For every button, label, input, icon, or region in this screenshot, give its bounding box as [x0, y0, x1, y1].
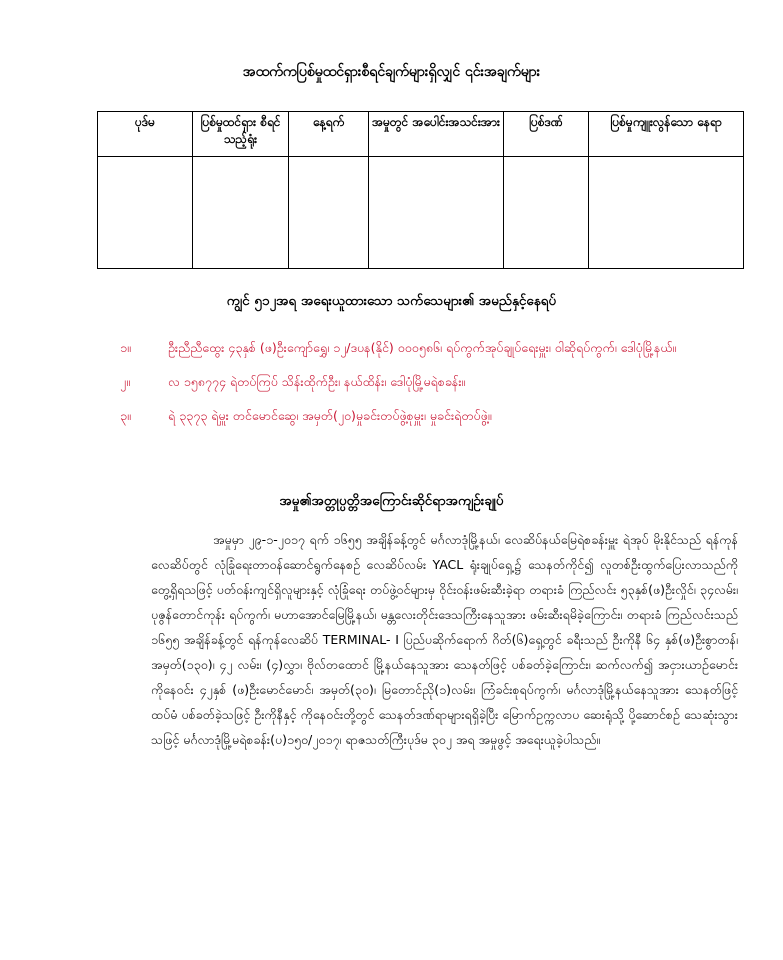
list-item-text: လ ၁၅၈၇၇၄ ရဲတပ်ကြပ် သိန်းထိုက်ဦး၊ နယ်ထိန်း၊ ဒေါပုံမြို့မရဲစခန်း။ [168, 374, 466, 389]
list-item [120, 336, 750, 359]
header-section: ပုဒ်မ [98, 112, 193, 157]
witness-list [120, 336, 750, 438]
criminal-record-table [97, 111, 744, 269]
header-date: နေ့ရက် [289, 112, 369, 157]
header-accomplice: အမှုတွင် အပေါင်းအသင်းအား [369, 112, 504, 157]
header-crime-location: ပြစ်မှုကျူးလွန်သော နေရာ [589, 112, 744, 157]
witnesses-section-title: ကျွင် ၅၁၂အရ အရေးယူထားသော သက်သေများ၏ အမည်နှင့်နေရပ် [226, 293, 557, 309]
document-title: အထက်ကပြစ်မှုထင်ရှားစီရင်ချက်များရှိလျှင် ၎င်းအချက်များ [242, 64, 541, 80]
list-item-number: ၁။ [120, 340, 131, 355]
table-cell [193, 157, 289, 269]
table-cell [589, 157, 744, 269]
list-item-text: ရဲ ၃၃၇၃ ရဲမှူး တင်မောင်ဆွေ၊ အမှတ်(၂၀)မှုခင်းတပ်ဖွဲ့စုမှူး၊ မှုခင်းရဲတပ်ဖွဲ့။ [168, 408, 492, 423]
list-item [120, 370, 750, 393]
table-row [98, 157, 744, 269]
table-cell [289, 157, 369, 269]
header-court: ပြစ်မှုထင်ရှား စီရင်သည့်ရုံး [193, 112, 289, 157]
table-cell [369, 157, 504, 269]
table-header-row [98, 112, 744, 157]
list-item-number: ၃။ [120, 408, 131, 423]
header-sentence: ပြစ်ဒဏ် [504, 112, 589, 157]
case-summary-title: အမှု၏အတ္တုပ္ပတ္တိအကြောင်းဆိုင်ရာအကျဉ်းချုပ် [279, 493, 504, 509]
table-cell [98, 157, 193, 269]
case-summary-text: အမှုမှာ ၂၉-၁-၂၀၁၇ ရက် ၁၆၅၅ အချိန်ခန့်တွင် မင်္ဂလာဒုံမြို့နယ်၊ လေဆိပ်နယ်မြေရဲစခန်းမှူး ရဲအုပ် မိုးနိုင်သည် ရန်ကုန်လေဆိပ်တွင် လုံခြုံရေးတာဝန်ဆောင်ရွက်နေစဉ် လေဆိပ်လမ်း YACL ရုံးချုပ်ရှေ့၌ သေနတ်ကိုင်၍ လူတစ်ဦးထွက်ပြေးလာသည်ကို တွေ့ရှိရသဖြင့် ပတ်ဝန်းကျင်ရှိလူများနှင့် လုံခြုံရေး တပ်ဖွဲ့ဝင်များမှ ဝိုင်းဝန်းဖမ်းဆီးခဲ့ရာ တရားခံ ကြည်လင်း ၅၃နှစ်(ဖ)ဦးလှိုင်၊ ၃၄လမ်း၊ ပုဇွန်တောင်ကုန်း ရပ်ကွက်၊ မဟာအောင်မြေမြို့နယ်၊ မန္တလေးတိုင်းဒေသကြီးနေသူအား ဖမ်းဆီးရမိခဲ့ကြောင်း၊ တရားခံ ကြည်လင်းသည် ၁၆၅၅ အချိန်ခန့်တွင် ရန်ကုန်လေဆိပ် TERMINAL- I ပြည်ပဆိုက်ရောက် ဂိတ်(၆)ရှေ့တွင် ခရီးသည် ဦးကိုနီ ၆၄ နှစ်(ဖ)ဦးစွာတန်၊ အမှတ်(၁၃၀)၊ ၄၂ လမ်း၊ (၄)လွှာ၊ ဗိုလ်တထောင် မြို့နယ်နေသူအား သေနတ်ဖြင့် ပစ်ခတ်ခဲ့ကြောင်း၊ ဆက်လက်၍ အငှားယာဉ်မောင်း ကိုနေဝင်း ၄၂နှစ် (ဖ)ဦးမောင်မောင်၊ အမှတ်(၃၀)၊ မြတောင်ညို(၁)လမ်း၊ ကြံခင်းစုရပ်ကွက်၊ မင်္ဂလာဒုံမြို့နယ်နေသူအား သေနတ်ဖြင့် ထပ်မံ ပစ်ခတ်ခဲ့သဖြင့် ဦးကိုနီနှင့် ကိုနေဝင်းတို့တွင် သေနတ်ဒဏ်ရာများရရှိခဲ့ပြီး မြောက်ဥက္ကလာပ ဆေးရုံသို့ ပို့ဆောင်စဉ် သေဆုံးသွားသဖြင့် မင်္ဂလာဒုံမြို့မရဲစခန်း(ပ)၁၅၀/၂၀၁၇၊ ရာဇသတ်ကြီးပုဒ်မ ၃၀၂ အရ အမှုဖွင့် အရေးယူခဲ့ပါသည်။ [151, 532, 738, 747]
list-item [120, 404, 750, 427]
list-item-number: ၂။ [120, 374, 130, 389]
table-cell [504, 157, 589, 269]
list-item-text: ဦးညီညီထွေး ၄၃နှစ် (ဖ)ဦးကျော်ရွှေ၊ ၁၂/ဒပန(နိုင်) ၀၀၀၅၈၆၊ ရပ်ကွက်အုပ်ချုပ်ရေးမှူး၊ ဝါဆိုရပ်ကွက်၊ ဒေါပုံမြို့နယ်။ [168, 340, 677, 355]
